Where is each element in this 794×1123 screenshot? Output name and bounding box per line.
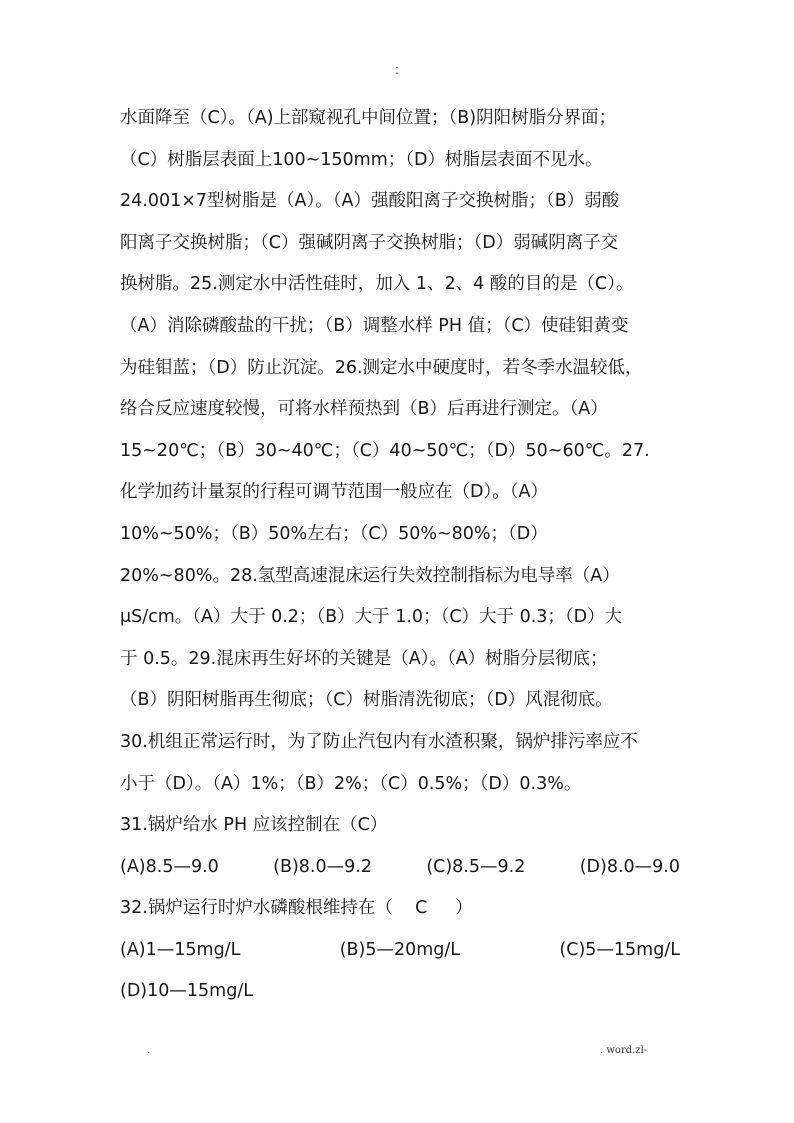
- text-line: 为硅钼蓝；（D）防止沉淀。26.测定水中硬度时，若冬季水温较低，: [120, 357, 643, 378]
- text-line: 31.锅炉给水 PH 应该控制在（C）: [120, 815, 388, 836]
- text-line: 水面降至（C）。（A)上部窥视孔中间位置；（B)阴阳树脂分界面；: [120, 108, 617, 128]
- q32-option-c: (C)5—15mg/L: [559, 939, 680, 960]
- text-line: 24.001×7型树脂是（A）。（A）强酸阳离子交换树脂；（B）弱酸: [120, 191, 620, 212]
- q32-option-a: (A)1—15mg/L: [120, 939, 241, 960]
- text-line: 换树脂。25.测定水中活性硅时，加入 1、2、4 酸的目的是（C）。: [120, 274, 634, 295]
- document-body: [120, 98, 680, 1013]
- q32-option-d: (D)10—15mg/L: [120, 981, 253, 1002]
- text-line: 于 0.5。29.混床再生好坏的关键是（A）。（A）树脂分层彻底；: [120, 648, 608, 669]
- text-line: 化学加药计量泵的行程可调节范围一般应在（D）。（A）: [120, 482, 548, 503]
- q31-option-a: (A)8.5—9.0: [120, 856, 219, 877]
- q31-option-b: (B)8.0—9.2: [273, 856, 372, 877]
- q31-option-d: (D)8.0—9.0: [579, 856, 680, 877]
- header-top-dot: .: [395, 60, 399, 71]
- text-line: 20%~80%。28.氢型高速混床运行失效控制指标为电导率（A）: [120, 565, 620, 586]
- text-line: 阳离子交换树脂；（C）强碱阴离子交换树脂；（D）弱碱阴离子交: [120, 232, 619, 253]
- q32-stem: 32.锅炉运行时炉水磷酸根维持在（ C ）: [120, 898, 473, 919]
- text-line: 络合反应速度较慢，可将水样预热到（B）后再进行测定。（A）: [120, 399, 608, 420]
- header-bottom-dot: -: [395, 68, 399, 79]
- text-line: （C）树脂层表面上100~150mm；（D）树脂层表面不见水。: [120, 149, 603, 170]
- text-line: 15~20℃；（B）30~40℃；（C）40~50℃；（D）50~60℃。27.: [120, 440, 650, 461]
- text-line: （A）消除磷酸盐的干扰；（B）调整水样 PH 值；（C）使硅钼黄变: [120, 315, 629, 336]
- text-line: μS/cm。（A）大于 0.2；（B）大于 1.0；（C）大于 0.3；（D）大: [120, 607, 623, 628]
- q32-options-row: [120, 930, 680, 972]
- page-header-mark: [0, 60, 794, 79]
- footer-left-mark: .: [147, 1045, 151, 1056]
- q32-option-b: (B)5—20mg/L: [339, 939, 461, 960]
- q31-option-c: (C)8.5—9.2: [426, 856, 526, 877]
- text-line: （B）阴阳树脂再生彻底；（C）树脂清洗彻底；（D）风混彻底。: [120, 690, 613, 711]
- text-line: 30.机组正常运行时，为了防止汽包内有水渣积聚，锅炉排污率应不: [120, 731, 638, 752]
- footer-watermark: . word.zl-: [600, 1045, 648, 1056]
- q31-options-row: [120, 847, 680, 889]
- text-line: 10%~50%；（B）50%左右；（C）50%~80%；（D）: [120, 523, 548, 544]
- text-line: 小于（D）。（A）1%；（B）2%；（C）0.5%；（D）0.3%。: [120, 773, 582, 794]
